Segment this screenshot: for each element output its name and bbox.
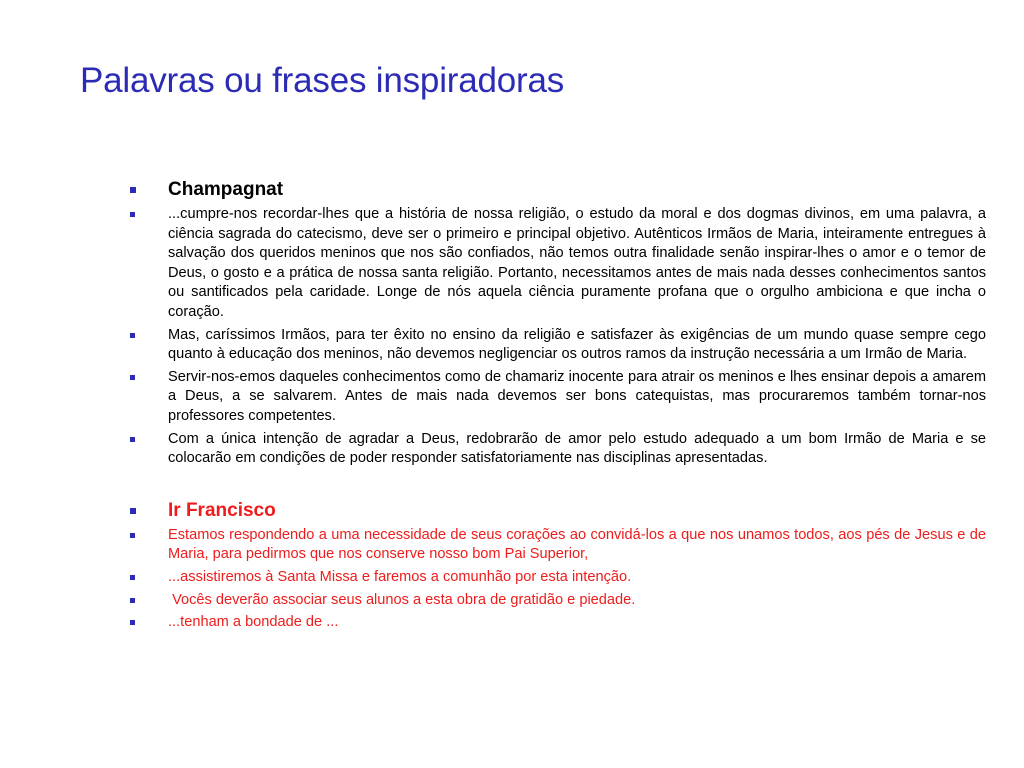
square-bullet-icon (130, 533, 135, 538)
list-item-text: Vocês deverão associar seus alunos a esta obra de gratidão e piedade. (168, 591, 636, 608)
square-bullet-icon (130, 212, 135, 217)
square-bullet-icon (130, 508, 136, 514)
list-item-text: Servir-nos-emos daqueles conhecimentos como de chamariz inocente para atrair os meninos e lhes ensinar depois a amarem a Deus, a se salvarem. Antes de mais nada devemos ser bons catequistas, mas procuraremos também tornar-nos professores competentes. (168, 368, 986, 424)
square-bullet-icon (130, 333, 135, 338)
square-bullet-icon (130, 598, 135, 603)
list-item (130, 526, 986, 565)
square-bullet-icon (130, 620, 135, 625)
list-item-text: ...cumpre-nos recordar-lhes que a história de nossa religião, o estudo da moral e dos dogmas divinos, em uma palavra, a ciência sagrada do catecismo, deve ser o primeiro e principal objetivo. Autênticos Irmãos de Maria, inteiramente entregues à salvação dos queridos meninos que nos são confiados, não temos outra finalidade senão inspirar-lhes o amor e o temor de Deus, o gosto e a prática de nossa santa religião. Portanto, necessitamos antes de mais nada desses conhecimentos santos ou santificados pela caridade. Longe de nós aquela ciência puramente profana que o orgulho ambiciona e que incha o coração. (168, 206, 986, 320)
section-heading-champagnat (130, 177, 986, 203)
list-item (130, 568, 986, 588)
square-bullet-icon (130, 437, 135, 442)
list-item (130, 430, 986, 469)
list-item-text: ...tenham a bondade de ... (168, 614, 339, 631)
section-spacer (130, 472, 986, 498)
list-item (130, 591, 986, 611)
list-item-text: Estamos respondendo a uma necessidade de seus corações ao convidá-los a que nos unamos todos, aos pés de Jesus e de Maria, para pedirmos que nos conserve nosso bom Pai Superior, (168, 526, 986, 563)
heading-text: Champagnat (168, 179, 284, 200)
page-title: Palavras ou frases inspiradoras (80, 61, 565, 100)
list-item (130, 368, 986, 427)
list-item (130, 613, 986, 633)
list-item-text: Com a única intenção de agradar a Deus, redobrarão de amor pelo estudo adequado a um bom Irmão de Maria e se colocarão em condições de poder responder satisfatoriamente nas disciplinas apresentadas. (168, 430, 986, 467)
list-item-text: ...assistiremos à Santa Missa e faremos a comunhão por esta intenção. (168, 568, 632, 585)
list-item (130, 326, 986, 365)
square-bullet-icon (130, 375, 135, 380)
square-bullet-icon (130, 575, 135, 580)
list-item (130, 205, 986, 323)
section-heading-ir-francisco (130, 498, 986, 524)
square-bullet-icon (130, 187, 136, 193)
list-item-text: Mas, caríssimos Irmãos, para ter êxito no ensino da religião e satisfazer às exigências de um mundo quase sempre cego quanto à educação dos meninos, não devemos negligenciar os outros ramos da instrução necessária a um Irmão de Maria. (168, 326, 986, 363)
slide-content (130, 177, 986, 636)
heading-text: Ir Francisco (168, 499, 276, 521)
